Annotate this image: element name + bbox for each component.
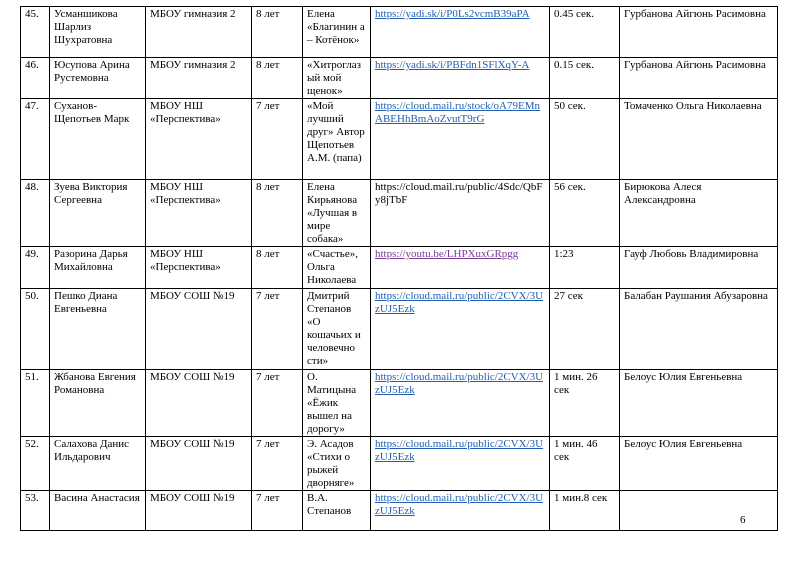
row-number: 47.	[21, 99, 50, 180]
video-link[interactable]: https://cloud.mail.ru/stock/oA79EMnABEHhBmAoZvutT9rG	[371, 99, 550, 180]
teacher-name: Белоус Юлия Евгеньевна	[620, 370, 778, 437]
teacher-name: Гурбанова Айгюнь Расимовна	[620, 7, 778, 58]
video-link[interactable]: https://cloud.mail.ru/public/2CVX/3UzUJ5Ezk	[371, 370, 550, 437]
school-name: МБОУ СОШ №19	[146, 491, 252, 531]
participant-name: Суханов-Щепотьев Марк	[50, 99, 146, 180]
row-number: 46.	[21, 58, 50, 99]
participant-age: 8 лет	[252, 58, 303, 99]
participant-name: Разорина Дарья Михайловна	[50, 247, 146, 289]
table-row	[21, 99, 778, 180]
row-number: 51.	[21, 370, 50, 437]
participant-name: Салахова Данис Ильдарович	[50, 437, 146, 491]
video-link[interactable]: https://youtu.be/LHPXuxGRpgg	[371, 247, 550, 289]
participant-age: 7 лет	[252, 289, 303, 370]
participant-name: Усманшикова Шарлиз Шухратовна	[50, 7, 146, 58]
table-row	[21, 7, 778, 58]
school-name: МБОУ НШ «Перспектива»	[146, 180, 252, 247]
table-row	[21, 247, 778, 289]
work-title: «Мой лучший друг» Автор Щепотьев А.М. (папа)	[303, 99, 371, 180]
participant-age: 8 лет	[252, 7, 303, 58]
row-number: 45.	[21, 7, 50, 58]
teacher-name: Балабан Раушания Абузаровна	[620, 289, 778, 370]
video-link[interactable]: https://cloud.mail.ru/public/2CVX/3UzUJ5Ezk	[371, 491, 550, 531]
school-name: МБОУ СОШ №19	[146, 437, 252, 491]
participant-age: 7 лет	[252, 437, 303, 491]
teacher-name: Белоус Юлия Евгеньевна	[620, 437, 778, 491]
participant-name: Юсупова Арина Рустемовна	[50, 58, 146, 99]
participant-age: 8 лет	[252, 247, 303, 289]
participants-table	[20, 6, 778, 531]
video-link[interactable]: https://yadi.sk/i/PBFdn1SFlXqY-A	[371, 58, 550, 99]
video-link[interactable]: https://cloud.mail.ru/public/2CVX/3UzUJ5Ezk	[371, 289, 550, 370]
school-name: МБОУ гимназия 2	[146, 58, 252, 99]
teacher-name: Томаченко Ольга Николаевна	[620, 99, 778, 180]
table-row	[21, 370, 778, 437]
work-title: Э. Асадов «Стихи о рыжей дворняге»	[303, 437, 371, 491]
page-number: 6	[740, 514, 746, 526]
duration: 1 мин. 26 сек	[550, 370, 620, 437]
participant-name: Зуева Виктория Сергеевна	[50, 180, 146, 247]
video-link: https://cloud.mail.ru/public/4Sdc/QbFy8jTbF	[371, 180, 550, 247]
video-link[interactable]: https://cloud.mail.ru/public/2CVX/3UzUJ5Ezk	[371, 437, 550, 491]
duration: 1 мин.8 сек	[550, 491, 620, 531]
teacher-name: Гурбанова Айгюнь Расимовна	[620, 58, 778, 99]
duration: 1:23	[550, 247, 620, 289]
school-name: МБОУ СОШ №19	[146, 370, 252, 437]
work-title: Елена Кирьянова «Лучшая в мире собака»	[303, 180, 371, 247]
school-name: МБОУ СОШ №19	[146, 289, 252, 370]
work-title: В.А. Степанов	[303, 491, 371, 531]
participant-age: 8 лет	[252, 180, 303, 247]
work-title: «Хитроглаз ый мой щенок»	[303, 58, 371, 99]
table-row	[21, 437, 778, 491]
work-title: Елена «Благинин а – Котёнок»	[303, 7, 371, 58]
table-row	[21, 491, 778, 531]
work-title: Дмитрий Степанов «О кошачьих и человечно сти»	[303, 289, 371, 370]
row-number: 49.	[21, 247, 50, 289]
participant-age: 7 лет	[252, 491, 303, 531]
video-link[interactable]: https://yadi.sk/i/P0Ls2vcmB39aPA	[371, 7, 550, 58]
school-name: МБОУ НШ «Перспектива»	[146, 247, 252, 289]
duration: 1 мин. 46 сек	[550, 437, 620, 491]
participant-age: 7 лет	[252, 370, 303, 437]
teacher-name: Бирюкова Алеся Александровна	[620, 180, 778, 247]
school-name: МБОУ НШ «Перспектива»	[146, 99, 252, 180]
table-row	[21, 180, 778, 247]
work-title: О. Матицына «Ёжик вышел на дорогу»	[303, 370, 371, 437]
duration: 56 сек.	[550, 180, 620, 247]
participant-name: Пешко Диана Евгеньевна	[50, 289, 146, 370]
row-number: 48.	[21, 180, 50, 247]
table-row	[21, 58, 778, 99]
teacher-name	[620, 491, 778, 531]
row-number: 50.	[21, 289, 50, 370]
duration: 50 сек.	[550, 99, 620, 180]
table-row	[21, 289, 778, 370]
duration: 0.45 сек.	[550, 7, 620, 58]
duration: 27 сек	[550, 289, 620, 370]
duration: 0.15 сек.	[550, 58, 620, 99]
school-name: МБОУ гимназия 2	[146, 7, 252, 58]
participant-name: Жбанова Евгения Романовна	[50, 370, 146, 437]
participant-name: Васина Анастасия	[50, 491, 146, 531]
participant-age: 7 лет	[252, 99, 303, 180]
table-body	[21, 7, 778, 531]
teacher-name: Гауф Любовь Владимировна	[620, 247, 778, 289]
row-number: 52.	[21, 437, 50, 491]
row-number: 53.	[21, 491, 50, 531]
work-title: «Счастье», Ольга Николаева	[303, 247, 371, 289]
